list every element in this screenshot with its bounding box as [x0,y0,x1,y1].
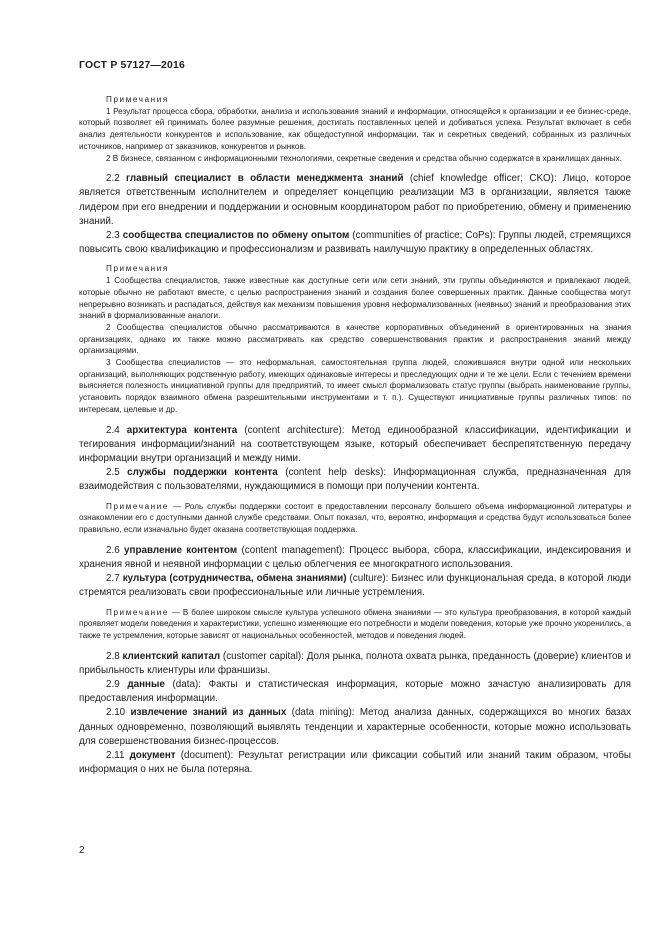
term-entry: 2.6 управление контентом (content management): Процесс выбора, сбора, классификации, индексирования и хранения явной и неявной информации с целью облегчения ее многократного использования. [79,544,631,570]
term-entry: 2.11 документ (document): Результат регистрации или фиксации событий или знаний таким образом, чтобы информация о них не была потеряна. [79,750,631,776]
term-entry: 2.10 извлечение знаний из данных (data mining): Метод анализа данных, содержащихся во многих базах данных одновременно, позволяющий выявлять тенденции и характерные особенности, которые можно использовать для совершенствования бизнес-процессов. [79,707,631,747]
term-name: сообщества специалистов по обмену опытом [122,230,350,242]
note-item: 1 Результат процесса сбора, обработки, анализа и использования знаний и информации, относящейся к организации и ее бизнес-среде, который позволяет ей принимать более разумные решения, достигать поставленных целей и добиваться успеха. Результат включает в себя анализ деятельности конкурентов и использование, как общедоступной информации, так и секретных сведений, собранных из различных источников, например от заказчиков, конкурентов и рынков. [79,106,631,151]
term-name: данные [127,679,165,691]
notes-title: Примечания [106,264,169,274]
page-number: 2 [79,845,85,856]
term-entry: 2.4 архитектура контента (content architecture): Метод единообразной классификации, идентификации и тегирования информации/знаний на соответствующем языке, который обеспечивает беспрепятственную передачу информации внутри организаций и между ними. [79,424,631,464]
term-name: культура (сотрудничества, обмена знаниями) [122,573,347,585]
term-name: архитектура контента [126,424,238,436]
notes-block [79,94,631,164]
term-name: управление контентом [124,544,238,556]
page-content [79,94,631,777]
note-label: Примечание [106,607,170,617]
note-item: 2 В бизнесе, связанном с информационными технологиями, секретные сведения и средства обычно содержатся в хранилищах данных. [106,153,622,163]
term-entry: 2.2 главный специалист в области менеджмента знаний (chief knowledge officer; CKO): Лицо, которое является ответственным исполнителем и определяет концепцию реализации МЗ в организации, является также лидером при его внедрении и поддержании и основным координатором работ по приобретению, обмену и применению знаний. [79,173,631,227]
note-paragraph: Примечание — В более широком смысле культура успешного обмена знаниями — это культура преобразования, в которой каждый проявляет модели поведения и характеристики, успешно изменяющие его потребности и модели поведения, которые уже прочно укоренились, а также те устремления, которые зависят от национальных особенностей, методов и поведения людей. [79,607,631,640]
term-name: клиентский капитал [122,650,221,662]
term-entry: 2.3 сообщества специалистов по обмену опытом (communities of practice; CoPs): Группы людей, стремящихся повысить свою квалификацию и профессионализм и развивать наилучшую практику в определенных областях. [79,230,631,256]
notes-title: Примечания [106,95,169,104]
standard-header: ГОСТ Р 57127—2016 [79,60,185,71]
note-item: 3 Сообщества специалистов — это неформальная, самостоятельная группа людей, сложившаяся внутри одной или нескольких организаций, выполняющих родственную работу, имеющих одинаковые интересы и преследующих одни и те же цели. Если с течением времени выясняется полезность инициативной группы для предприятий, то имеет смысл формализовать статус группы (выбрать наименование группы, установить порядок взаимного обмена разрешительными инструментами и т. п.). Существуют инициативные группы различных типов: по интересам, целевые и др. [79,358,631,414]
term-name: службы поддержки контента [127,467,278,479]
term-entry: 2.9 данные (data): Факты и статистическая информация, которые можно зачастую анализировать для предоставления информации. [79,679,631,705]
note-label: Примечание [106,501,170,511]
term-entry: 2.5 службы поддержки контента (content help desks): Информационная служба, предназначенная для взаимодействия с пользователями, нуждающимися в помощи при получении контента. [79,467,632,493]
note-paragraph: Примечание — Роль службы поддержки состоит в предоставлении персоналу большего объема информационной литературы и ознакомлении его с доступными данной службе средствами. Опыт показал, что, вероятно, информация и средства будут использоваться более правильно, если изначально будет оказана соответствующая поддержка. [79,501,631,534]
term-entry: 2.8 клиентский капитал (customer capital): Доля рынка, полнота охвата рынка, преданность (доверие) клиентов и прибыльность клиентуры или франшизы. [79,650,632,676]
note-item: 2 Сообщества специалистов обычно рассматриваются в качестве корпоративных объединений в ориентированных на знания организациях, однако их также можно рассматривать как средство совершенствования практик и распространения знаний между организациями. [79,322,631,356]
note-item: 1 Сообщества специалистов, также известные как доступные сети или сети знаний, эти группы объединяются и привлекают людей, которые обычно не работают вместе, с целью распространения знаний и создания более совершенных практик. Данные сообщества могут непрерывно возникать и распадаться, действуя как механизм повышения уровня неформализованных (неявных) знаний и преобразования этих знаний в формализованные аналоги. [79,276,631,321]
term-entry: 2.7 культура (сотрудничества, обмена знаниями) (culture): Бизнес или функциональная среда, в которой люди стремятся реализовать свои профессиональные или личные устремления. [79,573,631,599]
term-name: извлечение знаний из данных [130,707,287,719]
term-name: документ [129,750,176,762]
notes-block [79,263,631,415]
term-name: главный специалист в области менеджмента знаний [126,173,404,185]
